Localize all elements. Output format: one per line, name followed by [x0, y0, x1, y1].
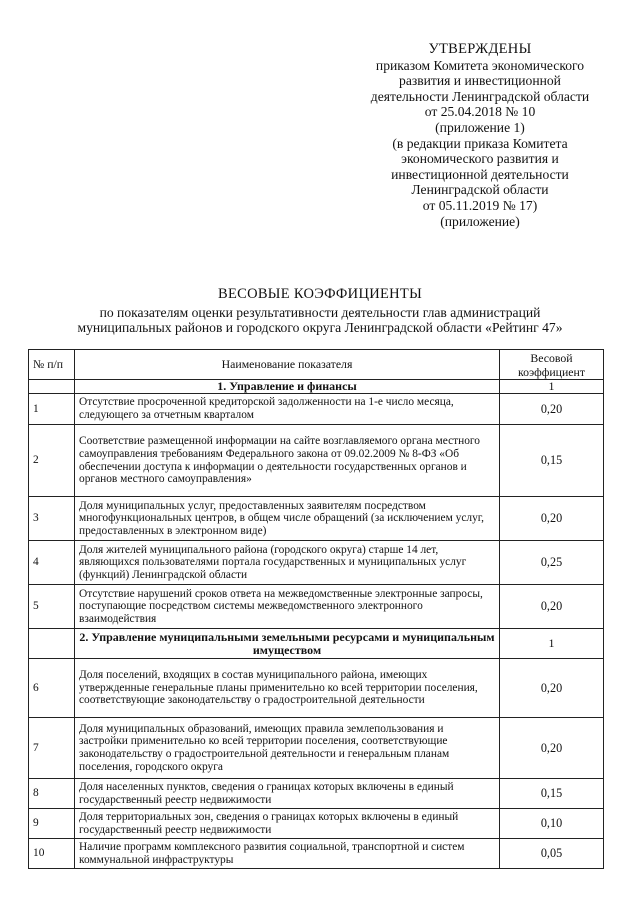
row-weight: 0,20: [500, 497, 604, 541]
row-number: 10: [29, 839, 75, 869]
document-title: ВЕСОВЫЕ КОЭФФИЦИЕНТЫ: [217, 286, 423, 302]
row-number: 5: [29, 585, 75, 629]
row-indicator-name: Отсутствие просроченной кредиторской задолженности на 1-е число месяца, следующего за отчетным кварталом: [75, 394, 500, 425]
approval-line: от 05.11.2019 № 17): [422, 197, 538, 213]
approval-line: инвестиционной деятельности: [391, 166, 569, 182]
section-title: 2. Управление муниципальными земельными ресурсами и муниципальным имуществом: [75, 629, 500, 659]
document-subtitle-line-2: муниципальных районов и городского округа Ленинградской области «Рейтинг 47»: [77, 320, 563, 335]
row-number: 9: [29, 809, 75, 839]
row-weight: 0,15: [500, 779, 604, 809]
row-indicator-name: Доля территориальных зон, сведения о границах которых включены в единый государственный реестр недвижимости: [75, 809, 500, 839]
table-row: [29, 541, 604, 585]
row-indicator-name: Доля муниципальных услуг, предоставленных заявителям посредством многофункциональных центров, в общем числе обращений (за исключением услуг, предоставленных в электронном виде): [75, 497, 500, 541]
approval-line: экономического развития и: [401, 151, 559, 167]
row-indicator-name: Отсутствие нарушений сроков ответа на межведомственные электронные запросы, поступающие посредством системы межведомственного электронного взаимодействия: [75, 585, 500, 629]
section-row: [29, 629, 604, 659]
row-indicator-name: Наличие программ комплексного развития социальной, транспортной и систем коммунальной инфраструктуры: [75, 839, 500, 869]
section-weight: 1: [500, 380, 604, 394]
table-row: [29, 839, 604, 869]
table-row: [29, 718, 604, 779]
row-number: 4: [29, 541, 75, 585]
table-row: [29, 497, 604, 541]
section-number-cell: [29, 629, 75, 659]
section-weight: 1: [500, 629, 604, 659]
row-weight: 0,20: [500, 659, 604, 718]
row-number: 3: [29, 497, 75, 541]
row-number: 1: [29, 394, 75, 425]
row-weight: 0,20: [500, 718, 604, 779]
row-number: 2: [29, 425, 75, 497]
approval-line: от 25.04.2018 № 10: [424, 104, 536, 120]
row-number: 6: [29, 659, 75, 718]
column-header-number: № п/п: [29, 350, 75, 380]
coefficients-table: [28, 349, 604, 869]
row-weight: 0,10: [500, 809, 604, 839]
table-row: [29, 659, 604, 718]
table-row: [29, 809, 604, 839]
row-indicator-name: Доля жителей муниципального района (городского округа) старше 14 лет, являющихся пользователями портала государственных и муниципальных услуг (функций) Ленинградской области: [75, 541, 500, 585]
row-weight: 0,05: [500, 839, 604, 869]
row-number: 7: [29, 718, 75, 779]
row-indicator-name: Доля населенных пунктов, сведения о границах которых включены в единый государственный реестр недвижимости: [75, 779, 500, 809]
approval-line: (приложение): [440, 213, 520, 229]
table-header-row: [29, 350, 604, 380]
row-number: 8: [29, 779, 75, 809]
approval-line: (в редакции приказа Комитета: [392, 135, 568, 151]
row-indicator-name: Доля поселений, входящих в состав муниципального района, имеющих утвержденные генеральные планы применительно ко всей территории поселения, соответствующие законодательству о градостроительной деятельности: [75, 659, 500, 718]
approval-line: деятельности Ленинградской области: [370, 88, 590, 104]
section-row: [29, 380, 604, 394]
row-indicator-name: Соответствие размещенной информации на сайте возглавляемого органа местного самоуправления требованиям Федерального закона от 09.02.2009 № 8-ФЗ «Об обеспечении доступа к информации о деятельности государственных органов и органов местного самоуправления»: [75, 425, 500, 497]
approval-block: [330, 42, 630, 229]
document-subtitle-line-1: по показателям оценки результативности деятельности глав администраций: [99, 305, 541, 320]
table-row: [29, 779, 604, 809]
row-weight: 0,15: [500, 425, 604, 497]
column-header-name: Наименование показателя: [75, 350, 500, 380]
section-title: 1. Управление и финансы: [75, 380, 500, 394]
table-row: [29, 394, 604, 425]
row-weight: 0,20: [500, 394, 604, 425]
row-indicator-name: Доля муниципальных образований, имеющих правила землепользования и застройки применительно ко всей территории поселения, соответствующие законодательству о градостроительной деятельности и генеральным планам поселения, городского округа: [75, 718, 500, 779]
approval-line: (приложение 1): [435, 119, 525, 135]
row-weight: 0,25: [500, 541, 604, 585]
table-row: [29, 585, 604, 629]
approval-line: Ленинградской области: [411, 182, 549, 198]
approval-line: развития и инвестиционной: [399, 73, 561, 89]
table-row: [29, 425, 604, 497]
row-weight: 0,20: [500, 585, 604, 629]
approval-line: приказом Комитета экономического: [375, 57, 585, 73]
column-header-weight: Весовой коэффициент: [500, 350, 604, 380]
approval-heading: УТВЕРЖДЕНЫ: [428, 41, 532, 57]
section-number-cell: [29, 380, 75, 394]
